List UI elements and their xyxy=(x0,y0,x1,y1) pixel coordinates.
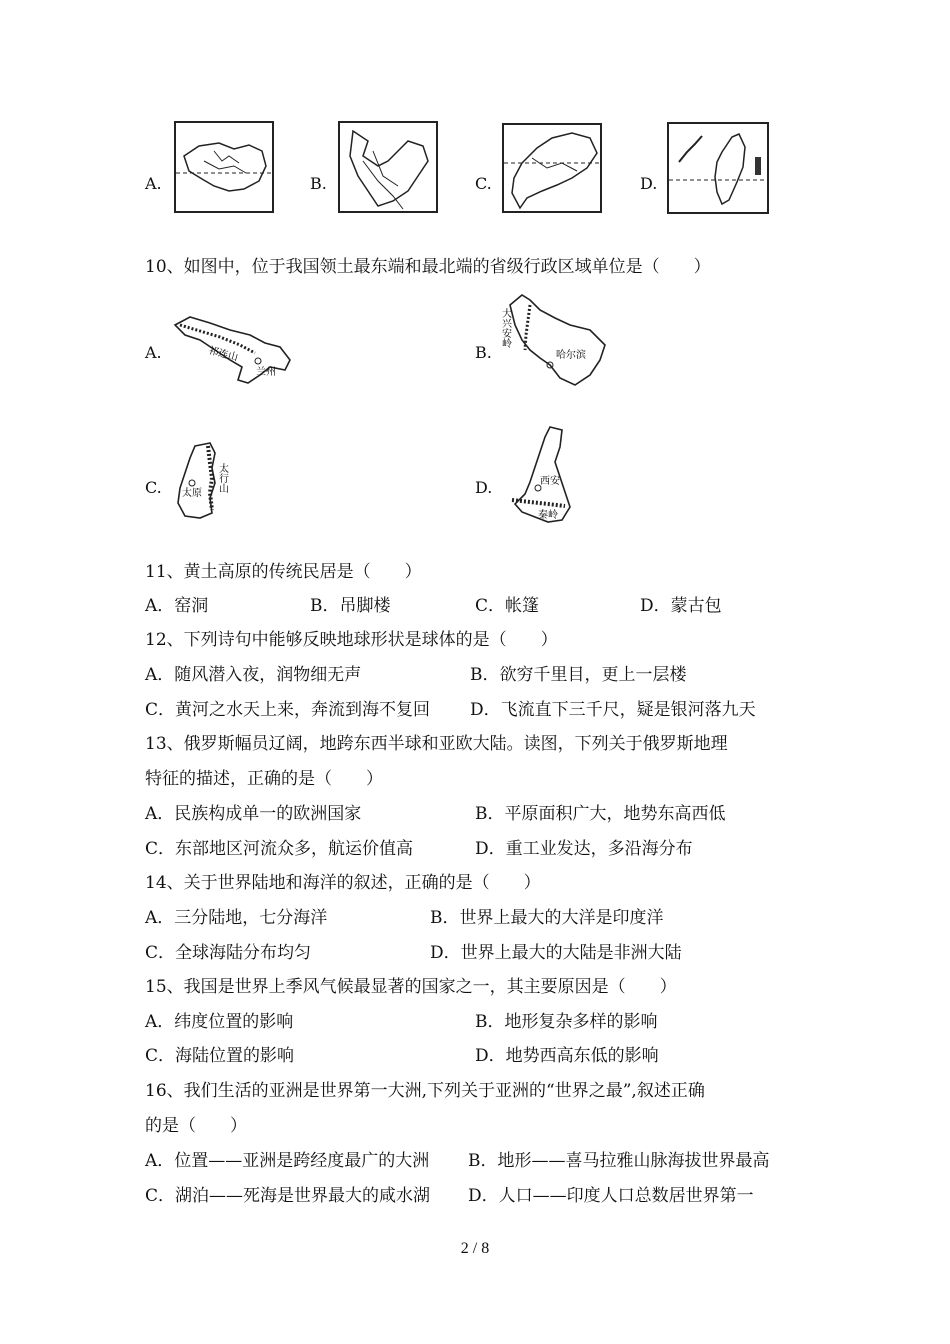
q12-option-d: D．飞流直下三千尺，疑是银河落九天 xyxy=(470,700,756,720)
q16-option-b: B．地形——喜马拉雅山脉海拔世界最高 xyxy=(468,1151,770,1171)
q16-option-d: D．人口——印度人口总数居世界第一 xyxy=(468,1186,754,1206)
q13-option-b: B．平原面积广大，地势东高西低 xyxy=(475,804,726,824)
q16-option-a: A．位置——亚洲是跨经度最广的大洲 xyxy=(145,1151,430,1171)
q9-map-b xyxy=(338,121,438,213)
q9-option-c-letter: C. xyxy=(475,174,492,193)
q12-option-a: A．随风潜入夜，润物细无声 xyxy=(145,665,362,685)
q16-option-c: C．湖泊——死海是世界最大的咸水湖 xyxy=(145,1186,431,1206)
q13-option-a: A．民族构成单一的欧洲国家 xyxy=(145,804,362,824)
q10-option-a-letter: A. xyxy=(145,343,162,362)
q14-option-b: B．世界上最大的大洋是印度洋 xyxy=(430,908,664,928)
q12-option-b: B．欲穷千里目，更上一层楼 xyxy=(470,665,687,685)
q10-map-b-label-daxinganling: 大兴安岭 xyxy=(500,308,511,348)
q10-map-d-label-qinling: 秦岭 xyxy=(538,510,558,521)
q14-option-a: A．三分陆地，七分海洋 xyxy=(145,908,328,928)
q9-map-c xyxy=(502,123,602,213)
q10-option-b-letter: B. xyxy=(475,343,492,362)
q10-map-c-shanxi xyxy=(170,438,260,523)
q10-option-d-letter: D. xyxy=(475,478,493,497)
q9-option-b-letter: B. xyxy=(310,174,327,193)
q12-option-c: C．黄河之水天上来，奔流到海不复回 xyxy=(145,700,431,720)
q14-option-c: C．全球海陆分布均匀 xyxy=(145,943,312,963)
q10-map-c-label-taihangshan: 太行山 xyxy=(216,463,228,493)
q10-map-a-label-lanzhou: 兰州 xyxy=(256,367,276,378)
q15-stem: 15、我国是世界上季风气候最显著的国家之一，其主要原因是（ ） xyxy=(145,977,677,997)
q14-option-d: D．世界上最大的大陆是非洲大陆 xyxy=(430,943,682,963)
q15-option-c: C．海陆位置的影响 xyxy=(145,1046,295,1066)
q10-option-c-letter: C. xyxy=(145,478,162,497)
q11-option-c: C．帐篷 xyxy=(475,596,540,616)
q16-stem-line-1: 16、我们生活的亚洲是世界第一大洲,下列关于亚洲的“世界之最”,叙述正确 xyxy=(145,1081,705,1101)
q10-map-c-label-taiyuan: 太原 xyxy=(182,488,202,499)
q13-option-d: D．重工业发达，多沿海分布 xyxy=(475,839,693,859)
q10-map-d-label-xian: 西安 xyxy=(540,476,560,487)
q10-stem: 10、如图中，位于我国领土最东端和最北端的省级行政区域单位是（ ） xyxy=(145,257,711,277)
q13-stem-line-2: 特征的描述，正确的是（ ） xyxy=(145,769,383,789)
q11-option-a: A．窑洞 xyxy=(145,596,209,616)
q10-map-a-gansu xyxy=(170,305,300,390)
q11-stem: 11、黄土高原的传统民居是（ ） xyxy=(145,562,422,582)
q15-option-b: B．地形复杂多样的影响 xyxy=(475,1012,658,1032)
q11-option-b: B．吊脚楼 xyxy=(310,596,391,616)
q9-map-d xyxy=(667,122,769,214)
q9-map-a xyxy=(174,121,274,213)
q15-option-d: D．地势西高东低的影响 xyxy=(475,1046,659,1066)
q10-map-b-heilongjiang xyxy=(500,290,615,390)
q10-map-b-label-haerbin: 哈尔滨 xyxy=(556,350,586,361)
q15-option-a: A．纬度位置的影响 xyxy=(145,1012,294,1032)
q11-option-d: D．蒙古包 xyxy=(640,596,722,616)
q13-stem-line-1: 13、俄罗斯幅员辽阔，地跨东西半球和亚欧大陆。读图，下列关于俄罗斯地理 xyxy=(145,734,728,754)
q9-option-a-letter: A. xyxy=(145,174,162,193)
q14-stem: 14、关于世界陆地和海洋的叙述，正确的是（ ） xyxy=(145,873,541,893)
q12-stem: 12、下列诗句中能够反映地球形状是球体的是（ ） xyxy=(145,630,558,650)
q16-stem-line-2: 的是（ ） xyxy=(145,1116,247,1136)
q10-map-a-label-qilianshan: 祁连山 xyxy=(207,345,240,364)
page-number: 2 / 8 xyxy=(460,1240,490,1257)
q10-map-d-shaanxi xyxy=(500,422,590,527)
q13-option-c: C．东部地区河流众多，航运价值高 xyxy=(145,839,414,859)
q9-option-d-letter: D. xyxy=(640,174,658,193)
